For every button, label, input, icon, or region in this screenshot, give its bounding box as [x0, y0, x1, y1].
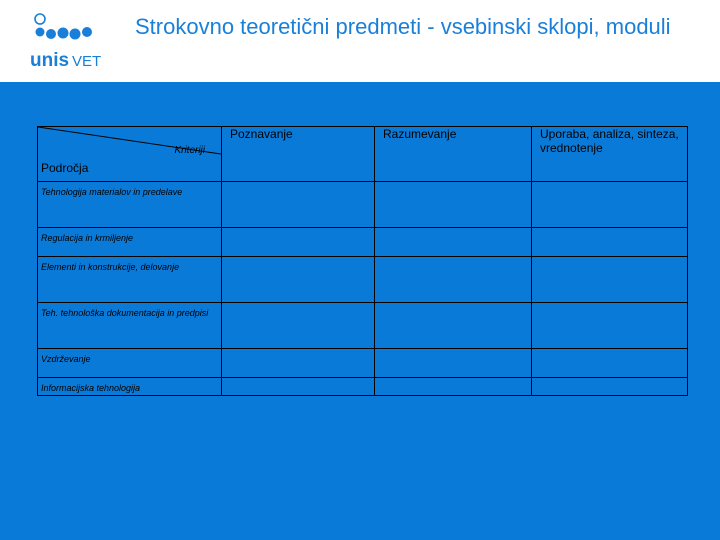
corner-cell [38, 127, 222, 182]
table-cell [532, 378, 688, 396]
svg-text:VET: VET [72, 53, 102, 70]
table-row [38, 257, 688, 303]
column-header: Uporaba, analiza, sinteza, vrednotenje [532, 127, 688, 182]
table-cell [222, 257, 375, 303]
row-label: Tehnologija materialov in predelave [38, 182, 222, 228]
criteria-label: Kriteriji [174, 145, 205, 156]
table-row [38, 182, 688, 228]
row-label: Regulacija in krmiljenje [38, 228, 222, 257]
table-cell [532, 257, 688, 303]
table-cell [222, 378, 375, 396]
table-cell [375, 378, 532, 396]
table-row [38, 303, 688, 349]
table-cell [222, 303, 375, 349]
main-area [0, 82, 720, 540]
table-cell [222, 349, 375, 378]
column-header: Poznavanje [222, 127, 375, 182]
table-cell [532, 182, 688, 228]
areas-label: Področja [41, 161, 89, 175]
table-cell [375, 257, 532, 303]
table-row [38, 349, 688, 378]
row-label: Vzdrževanje [38, 349, 222, 378]
row-label: Informacijska tehnologija [38, 378, 222, 396]
column-header: Razumevanje [375, 127, 532, 182]
table-cell [532, 303, 688, 349]
unisvet-logo [28, 10, 118, 74]
table-cell [532, 228, 688, 257]
table-cell [532, 349, 688, 378]
table-row [38, 228, 688, 257]
criteria-table [37, 126, 688, 396]
table-cell [375, 303, 532, 349]
table-cell [375, 182, 532, 228]
page-title: Strokovno teoretični predmeti - vsebinski sklopi, moduli [135, 14, 671, 39]
table-cell [375, 228, 532, 257]
svg-text:unis: unis [30, 50, 70, 71]
table-cell [375, 349, 532, 378]
header [0, 0, 720, 82]
row-label: Elementi in konstrukcije, delovanje [38, 257, 222, 303]
row-label: Teh. tehnološka dokumentacija in predpisi [38, 303, 222, 349]
table-row [38, 378, 688, 396]
table-cell [222, 228, 375, 257]
table-cell [222, 182, 375, 228]
